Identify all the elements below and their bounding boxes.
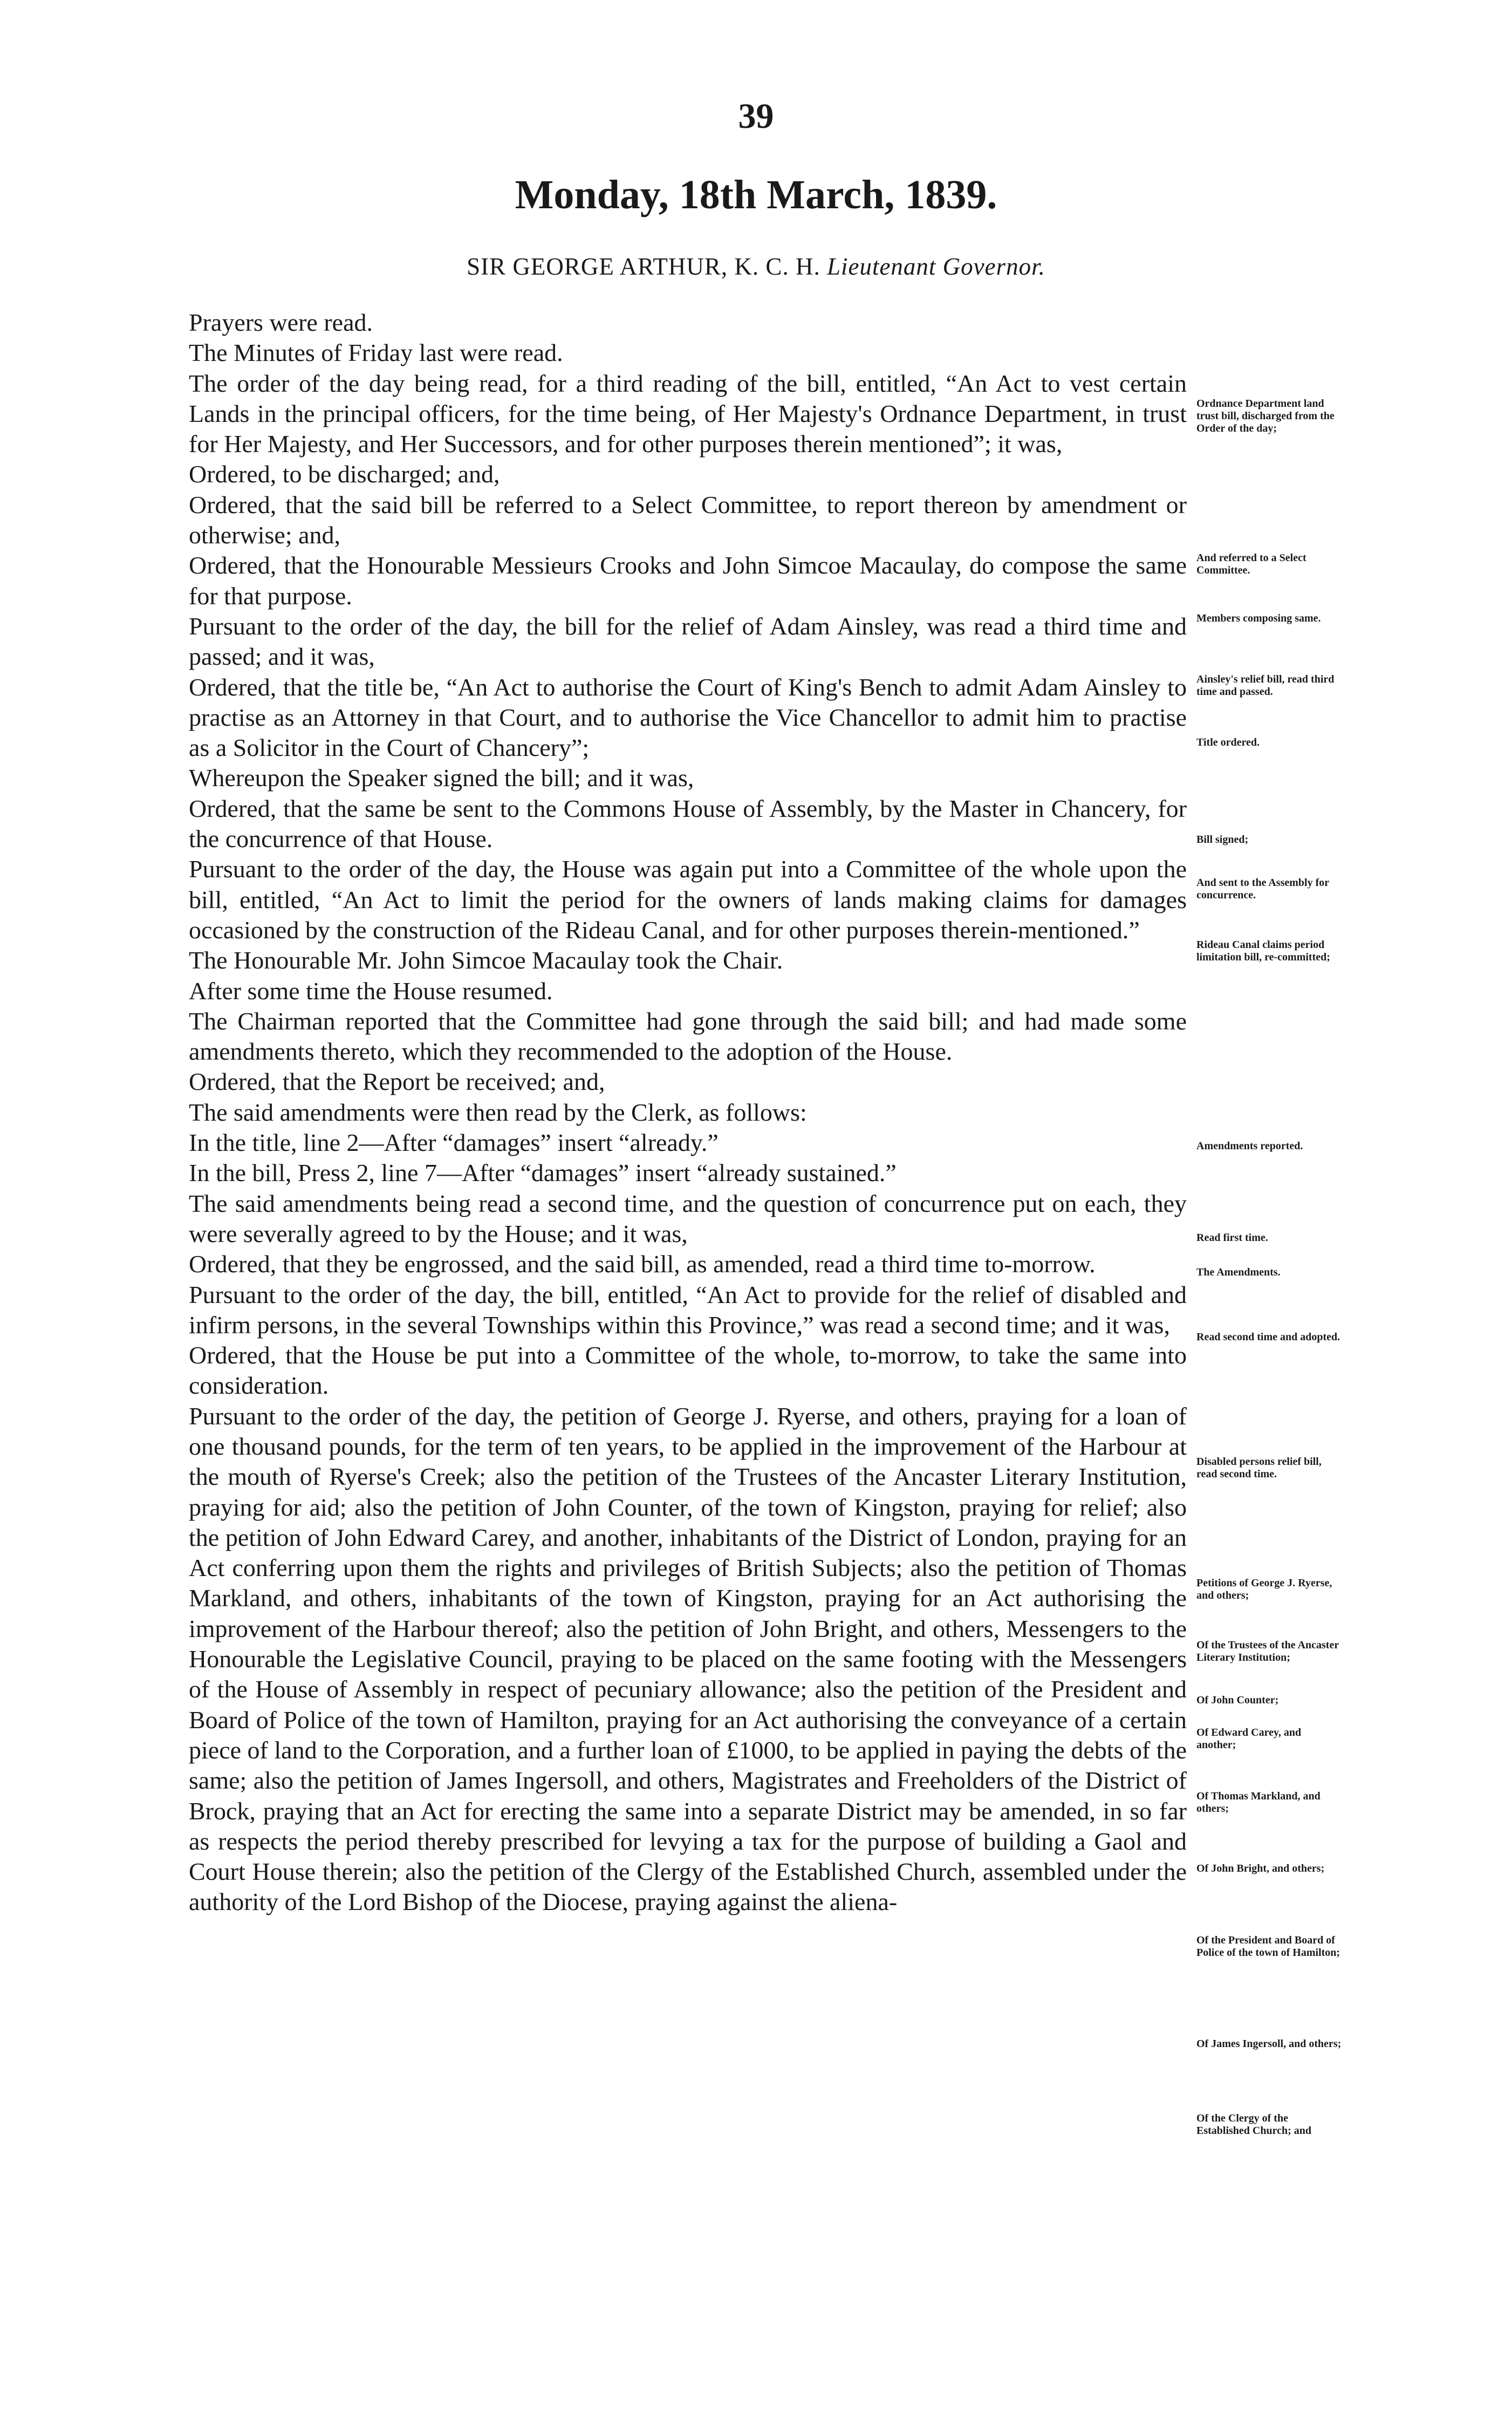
margin-note: Title ordered. <box>1196 736 1260 748</box>
paragraph-speaker-signed: Whereupon the Speaker signed the bill; and it was, <box>189 764 694 792</box>
paragraph-amendments-read: The said amendments were then read by the Clerk, as follows: <box>189 1098 807 1126</box>
margin-note: Read second time and adopted. <box>1196 1331 1340 1343</box>
paragraph-petitions: Pursuant to the order of the day, the petition of George J. Ryerse, and others, praying for a loan of one thousand pounds, for the term of ten years, to be applied in the improvement of the Harbour at the mouth of Ryerse's Creek; also the petition of the Trustees of the Ancaster Literary Institution, praying for aid; also the petition of John Counter, of the town of Kingston, praying for relief; also the petition of John Edward Carey, and another, inhabitants of the District of London, praying for an Act conferring upon them the rights and privileges of British Subjects; also the petition of Thomas Markland, and others, inhabitants of the town of Kingston, praying for an Act authorising the improvement of the Harbour thereof; also the petition of John Bright, and others, Messengers to the Honourable the Legislative Council, praying to be placed on the same footing with the Messengers of the House of Assembly in respect of pecuniary allowance; also the petition of the President and Board of Police of the town of Hamilton, praying for an Act authorising the conveyance of a certain piece of land to the Corporation, and a further loan of £1000, to be applied in paying the debts of the same; also the petition of James Ingersoll, and others, Magistrates and Freeholders of the District of Brock, praying that an Act for erecting the same into a separate District may be amended, in so far as respects the period thereby prescribed for levying a tax for the purpose of building a Gaol and Court House therein; also the petition of the Clergy of the Established Church, assembled under the authority of the Lord Bishop of the Diocese, praying against the aliena- <box>189 1402 1187 1916</box>
presiding-title: Lieutenant Governor. <box>826 253 1045 280</box>
paragraph-chairman-report: The Chairman reported that the Committee had gone through the said bill; and had made some amendments thereto, which they recommended to the adoption of the House. <box>189 1007 1187 1066</box>
paragraph-ainsley-title: Ordered, that the title be, “An Act to authorise the Court of King's Bench to admit Adam Ainsley to practise as an Attorney in that Court, and to authorise the Vice Chancellor to admit him to practise as a Solicitor in the Court of Chancery”; <box>189 673 1187 762</box>
margin-note: Disabled persons relief bill, read second time. <box>1196 1456 1322 1480</box>
margin-note: The Amendments. <box>1196 1266 1281 1278</box>
margin-note: Of Thomas Markland, and others; <box>1196 1790 1321 1815</box>
page-number: 39 <box>738 97 774 136</box>
paragraph-sent-to-assembly: Ordered, that the same be sent to the Commons House of Assembly, by the Master in Chancery, for the concurrence of that House. <box>189 794 1187 853</box>
paragraph-amendment-bill: In the bill, Press 2, line 7—After “damages” insert “already sustained.” <box>189 1159 897 1187</box>
paragraph-ainsley-bill: Pursuant to the order of the day, the bill for the relief of Adam Ainsley, was read a third time and passed; and it was, <box>189 612 1187 671</box>
paragraph-engrossed: Ordered, that they be engrossed, and the said bill, as amended, read a third time to-morrow. <box>189 1250 1096 1278</box>
margin-note: Amendments reported. <box>1196 1140 1303 1152</box>
margin-note: Of John Bright, and others; <box>1196 1863 1325 1874</box>
paragraph-ordnance-bill: The order of the day being read, for a third reading of the bill, entitled, “An Act to vest certain Lands in the principal officers, for the time being, of Her Majesty's Ordnance Department, in trust for Her Majesty, and Her Successors, and for other purposes therein mentioned”; it was, <box>189 369 1187 458</box>
journal-body <box>189 308 1187 1918</box>
paragraph-disabled-committee: Ordered, that the House be put into a Committee of the whole, to-morrow, to take the same into consideration. <box>189 1341 1187 1400</box>
margin-note: Rideau Canal claims period limitation bill, re-committed; <box>1196 939 1330 963</box>
paragraph-select-committee: Ordered, that the said bill be referred to a Select Committee, to report thereon by amendment or otherwise; and, <box>189 490 1187 549</box>
paragraph-concurrence: The said amendments being read a second time, and the question of concurrence put on each, they were severally agreed to by the House; and it was, <box>189 1189 1187 1247</box>
margin-note: Ordnance Department land trust bill, discharged from the Order of the day; <box>1196 398 1335 434</box>
margin-note: Petitions of George J. Ryerse, and others; <box>1196 1577 1332 1601</box>
margin-note: Of the Clergy of the Established Church; and <box>1196 2112 1312 2137</box>
paragraph-prayers: Prayers were read. <box>189 309 373 336</box>
paragraph-amendment-title: In the title, line 2—After “damages” insert “already.” <box>189 1129 719 1157</box>
paragraph-rideau-committee: Pursuant to the order of the day, the House was again put into a Committee of the whole upon the bill, entitled, “An Act to limit the period for the owners of lands making claims for damages occasioned by the construction of the Rideau Canal, and for other purposes therein-mentioned.” <box>189 855 1187 944</box>
presiding-name: SIR GEORGE ARTHUR, K. C. H. <box>467 253 820 280</box>
paragraph-chair: The Honourable Mr. John Simcoe Macaulay took the Chair. <box>189 946 783 974</box>
margin-note: Of the Trustees of the Ancaster Literary Institution; <box>1196 1639 1339 1663</box>
paragraph-discharged: Ordered, to be discharged; and, <box>189 460 500 488</box>
margin-note: Of James Ingersoll, and others; <box>1196 2038 1342 2050</box>
presiding-officer <box>0 253 1512 281</box>
date-heading: Monday, 18th March, 1839. <box>515 172 997 217</box>
paragraph-report-received: Ordered, that the Report be received; and, <box>189 1068 605 1096</box>
margin-note: Of the President and Board of Police of the town of Hamilton; <box>1196 1934 1340 1959</box>
margin-note: And sent to the Assembly for concurrence. <box>1196 877 1329 901</box>
margin-note: Of Edward Carey, and another; <box>1196 1727 1302 1751</box>
paragraph-committee-members: Ordered, that the Honourable Messieurs Crooks and John Simcoe Macaulay, do compose the same for that purpose. <box>189 551 1187 610</box>
paragraph-minutes: The Minutes of Friday last were read. <box>189 339 563 367</box>
margin-note: Of John Counter; <box>1196 1694 1279 1706</box>
margin-note: And referred to a Select Committee. <box>1196 552 1306 576</box>
margin-note: Bill signed; <box>1196 834 1249 845</box>
margin-note: Ainsley's relief bill, read third time and passed. <box>1196 673 1335 698</box>
margin-note: Members composing same. <box>1196 612 1321 624</box>
paragraph-disabled-bill: Pursuant to the order of the day, the bill, entitled, “An Act to provide for the relief of disabled and infirm persons, in the several Townships within this Province,” was read a second time; and it was, <box>189 1280 1187 1339</box>
margin-note: Read first time. <box>1196 1232 1268 1244</box>
paragraph-resumed: After some time the House resumed. <box>189 977 553 1005</box>
